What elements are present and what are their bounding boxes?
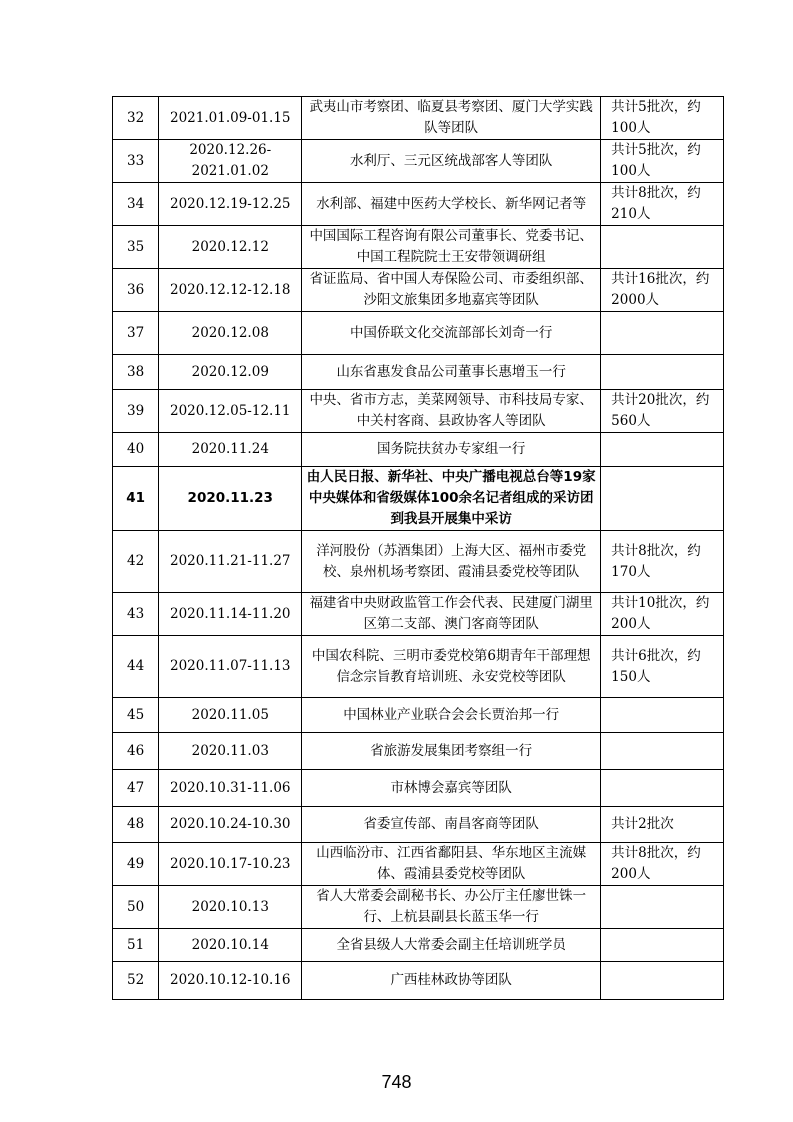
- date-cell: 2020.11.21-11.27: [159, 531, 302, 593]
- description-cell: 福建省中央财政监管工作会代表、民建厦门湖里区第二支部、澳门客商等团队: [302, 593, 601, 636]
- description-cell: 中央、省市方志，美菜网领导、市科技局专家、中关村客商、县政协客人等团队: [302, 390, 601, 433]
- count-cell: [601, 733, 724, 770]
- row-number-cell: 32: [113, 97, 159, 140]
- row-number-cell: 40: [113, 433, 159, 467]
- page-number: 748: [381, 1072, 412, 1092]
- table-row: [113, 183, 724, 226]
- row-number-cell: 41: [113, 467, 159, 531]
- row-number-cell: 42: [113, 531, 159, 593]
- table-row: [113, 733, 724, 770]
- count-cell: 共计16批次，约2000人: [601, 269, 724, 312]
- table-row: [113, 636, 724, 698]
- description-cell: 省人大常委会副秘书长、办公厅主任廖世铢一行、上杭县副县长蓝玉华一行: [302, 886, 601, 929]
- row-number-cell: 50: [113, 886, 159, 929]
- count-cell: [601, 886, 724, 929]
- description-cell: 国务院扶贫办专家组一行: [302, 433, 601, 467]
- row-number-cell: 49: [113, 843, 159, 886]
- row-number-cell: 48: [113, 807, 159, 843]
- row-number-cell: 44: [113, 636, 159, 698]
- count-cell: [601, 355, 724, 390]
- count-cell: [601, 467, 724, 531]
- row-number-cell: 47: [113, 770, 159, 807]
- date-cell: 2020.11.07-11.13: [159, 636, 302, 698]
- count-cell: [601, 770, 724, 807]
- count-cell: 共计10批次，约200人: [601, 593, 724, 636]
- row-number-cell: 35: [113, 226, 159, 269]
- description-cell: 省证监局、省中国人寿保险公司、市委组织部、沙阳文旅集团多地嘉宾等团队: [302, 269, 601, 312]
- date-cell: 2020.11.24: [159, 433, 302, 467]
- table-row: [113, 962, 724, 1000]
- count-cell: 共计8批次，约170人: [601, 531, 724, 593]
- count-cell: [601, 962, 724, 1000]
- count-cell: 共计8批次，约200人: [601, 843, 724, 886]
- count-cell: 共计20批次，约560人: [601, 390, 724, 433]
- table-row: [113, 531, 724, 593]
- description-cell: 山西临汾市、江西省鄱阳县、华东地区主流媒体、霞浦县委党校等团队: [302, 843, 601, 886]
- count-cell: 共计5批次，约100人: [601, 97, 724, 140]
- row-number-cell: 33: [113, 140, 159, 183]
- row-number-cell: 51: [113, 929, 159, 962]
- table-row: [113, 593, 724, 636]
- count-cell: [601, 929, 724, 962]
- row-number-cell: 38: [113, 355, 159, 390]
- description-cell: 省旅游发展集团考察组一行: [302, 733, 601, 770]
- date-cell: 2020.10.12-10.16: [159, 962, 302, 1000]
- date-cell: 2020.11.14-11.20: [159, 593, 302, 636]
- description-cell: 省委宣传部、南昌客商等团队: [302, 807, 601, 843]
- table-row: [113, 929, 724, 962]
- row-number-cell: 43: [113, 593, 159, 636]
- description-cell: 全省县级人大常委会副主任培训班学员: [302, 929, 601, 962]
- date-cell: 2020.12.05-12.11: [159, 390, 302, 433]
- date-cell: 2020.11.23: [159, 467, 302, 531]
- table-row: [113, 97, 724, 140]
- date-cell: 2020.12.08: [159, 312, 302, 355]
- count-cell: 共计8批次，约210人: [601, 183, 724, 226]
- count-cell: [601, 433, 724, 467]
- count-cell: [601, 226, 724, 269]
- description-cell: 中国国际工程咨询有限公司董事长、党委书记、中国工程院院士王安带领调研组: [302, 226, 601, 269]
- description-cell: 洋河股份（苏酒集团）上海大区、福州市委党校、泉州机场考察团、霞浦县委党校等团队: [302, 531, 601, 593]
- date-cell: 2020.11.03: [159, 733, 302, 770]
- date-cell: 2021.01.09-01.15: [159, 97, 302, 140]
- row-number-cell: 46: [113, 733, 159, 770]
- table-row: [113, 269, 724, 312]
- table-row: [113, 807, 724, 843]
- description-cell: 中国农科院、三明市委党校第6期青年干部理想信念宗旨教育培训班、永安党校等团队: [302, 636, 601, 698]
- count-cell: [601, 698, 724, 733]
- table-row: [113, 886, 724, 929]
- description-cell: 中国侨联文化交流部部长刘奇一行: [302, 312, 601, 355]
- date-cell: 2020.11.05: [159, 698, 302, 733]
- count-cell: 共计2批次: [601, 807, 724, 843]
- table-row: [113, 355, 724, 390]
- date-cell: 2020.12.12: [159, 226, 302, 269]
- count-cell: [601, 312, 724, 355]
- count-cell: 共计5批次，约100人: [601, 140, 724, 183]
- table-row: [113, 770, 724, 807]
- table-row: [113, 390, 724, 433]
- row-number-cell: 37: [113, 312, 159, 355]
- date-cell: 2020.12.09: [159, 355, 302, 390]
- date-cell: 2020.12.12-12.18: [159, 269, 302, 312]
- description-cell: 武夷山市考察团、临夏县考察团、厦门大学实践队等团队: [302, 97, 601, 140]
- count-cell: 共计6批次，约150人: [601, 636, 724, 698]
- description-cell: 市林博会嘉宾等团队: [302, 770, 601, 807]
- visits-table: [112, 96, 724, 1000]
- date-cell: 2020.10.31-11.06: [159, 770, 302, 807]
- table-row: [113, 226, 724, 269]
- date-cell: 2020.12.19-12.25: [159, 183, 302, 226]
- row-number-cell: 45: [113, 698, 159, 733]
- table-row: [113, 312, 724, 355]
- row-number-cell: 52: [113, 962, 159, 1000]
- table-row: [113, 140, 724, 183]
- table-row: [113, 433, 724, 467]
- description-cell: 山东省惠发食品公司董事长惠增玉一行: [302, 355, 601, 390]
- description-cell: 水利部、福建中医药大学校长、新华网记者等: [302, 183, 601, 226]
- table-row: [113, 698, 724, 733]
- row-number-cell: 39: [113, 390, 159, 433]
- description-cell: 水利厅、三元区统战部客人等团队: [302, 140, 601, 183]
- row-number-cell: 34: [113, 183, 159, 226]
- date-cell: 2020.10.14: [159, 929, 302, 962]
- date-cell: 2020.10.13: [159, 886, 302, 929]
- description-cell: 中国林业产业联合会会长贾治邦一行: [302, 698, 601, 733]
- description-cell: 由人民日报、新华社、中央广播电视总台等19家中央媒体和省级媒体100余名记者组成的采访团到我县开展集中采访: [302, 467, 601, 531]
- table-row: [113, 843, 724, 886]
- date-cell: 2020.10.17-10.23: [159, 843, 302, 886]
- description-cell: 广西桂林政协等团队: [302, 962, 601, 1000]
- table-row: [113, 467, 724, 531]
- table-body: [113, 97, 724, 1000]
- date-cell: 2020.12.26-2021.01.02: [159, 140, 302, 183]
- row-number-cell: 36: [113, 269, 159, 312]
- date-cell: 2020.10.24-10.30: [159, 807, 302, 843]
